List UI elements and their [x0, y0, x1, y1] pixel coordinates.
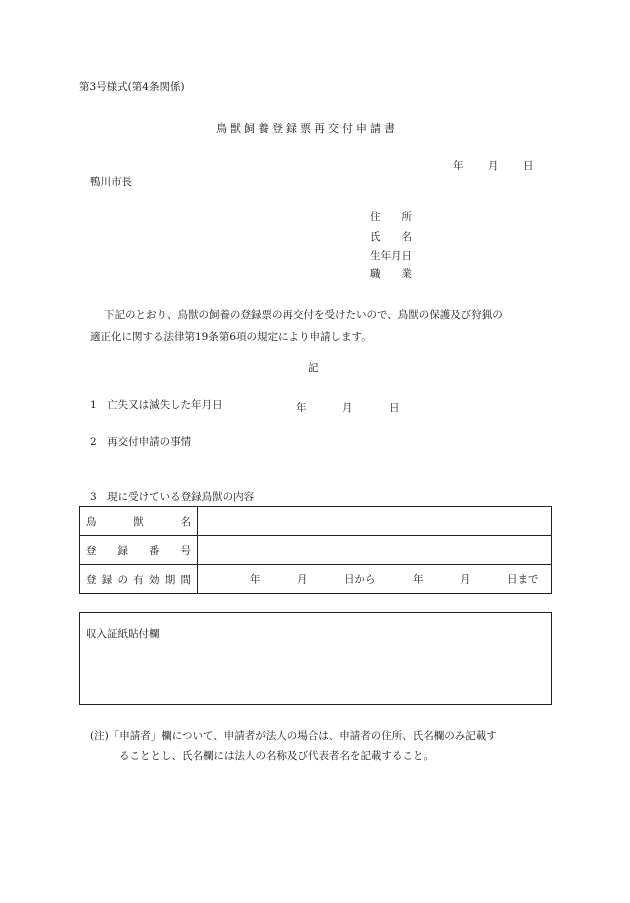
page-title: 鳥獣飼養登録票再交付申請書 [216, 122, 398, 135]
body-paragraph [90, 304, 552, 348]
applicant-field-birthdate: 生年月日 [370, 250, 412, 262]
validity-period-value[interactable] [198, 565, 552, 594]
table-row [80, 507, 552, 536]
item3-label: 3 現に受けている登録鳥獣の内容 [90, 491, 255, 503]
item1-label: 1 亡失又は滅失した年月日 [90, 399, 223, 411]
date-day: 日 [523, 160, 534, 172]
ki-heading: 記 [308, 362, 319, 374]
period-day-from: 日から [344, 573, 376, 586]
period-year-to: 年 [413, 573, 424, 586]
date-year: 年 [453, 160, 464, 172]
item1-day: 日 [389, 402, 400, 414]
item2-label: 2 再交付申請の事情 [90, 436, 192, 448]
item1-year: 年 [296, 402, 307, 414]
footnote [90, 726, 552, 766]
body-paragraph-line2: 適正化に関する法律第19条第6項の規定により申請します。 [90, 331, 372, 343]
table-row [80, 565, 552, 594]
applicant-field-occupation: 職 業 [370, 268, 412, 280]
registration-number-value[interactable] [198, 536, 552, 565]
period-month-from: 月 [297, 573, 308, 586]
item1-month: 月 [342, 402, 353, 414]
applicant-field-name: 氏 名 [370, 231, 412, 243]
period-day-to: 日まで [507, 573, 539, 586]
body-paragraph-line1: 下記のとおり、鳥獣の飼養の登録票の再交付を受けたいので、鳥獣の保護及び狩猟の [104, 309, 503, 321]
form-number: 第3号様式(第4条関係) [79, 81, 185, 93]
validity-period-label: 登録の有効期間 [80, 565, 198, 594]
revenue-stamp-box [79, 612, 552, 705]
footnote-line1: (注)「申請者」欄について、申請者が法人の場合は、申請者の住所、氏名欄のみ記載す [90, 730, 497, 742]
revenue-stamp-label: 収入証紙貼付欄 [86, 628, 160, 640]
footnote-line2: ることとし、氏名欄には法人の名称及び代表者名を記載すること。 [119, 750, 434, 762]
registration-number-label: 登録番号 [80, 536, 198, 565]
table-row [80, 536, 552, 565]
bird-name-value[interactable] [198, 507, 552, 536]
bird-name-label: 鳥獣名 [80, 507, 198, 536]
date-month: 月 [488, 160, 499, 172]
period-month-to: 月 [460, 573, 471, 586]
applicant-field-address: 住 所 [370, 211, 412, 223]
period-year-from: 年 [250, 573, 261, 586]
addressee: 鴨川市長 [90, 176, 132, 188]
registered-bird-table [79, 506, 552, 594]
